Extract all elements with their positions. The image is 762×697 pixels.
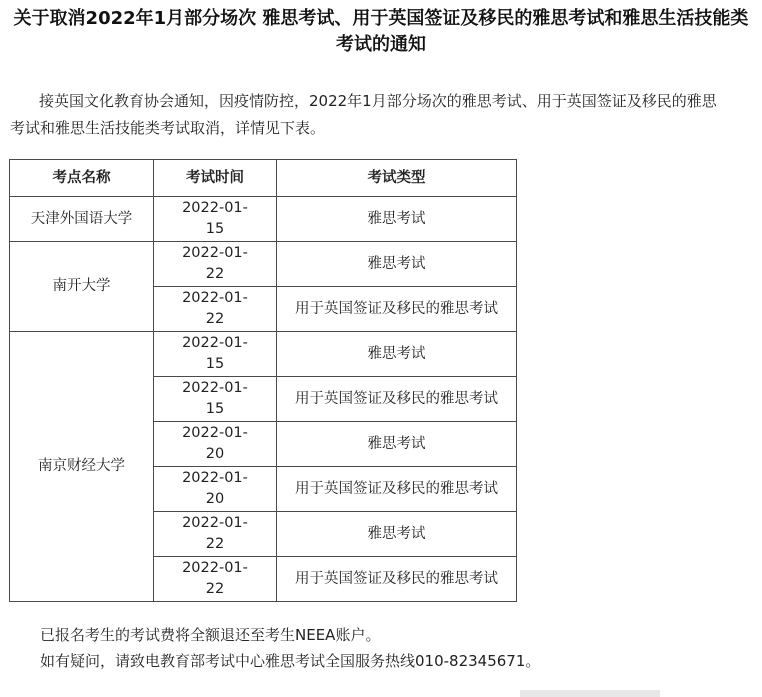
exam-type-cell: 雅思考试: [277, 422, 517, 467]
date-day: 20: [205, 491, 225, 507]
date-day: 15: [205, 221, 225, 237]
table-row: [10, 242, 517, 287]
notice-title: [0, 6, 762, 58]
date-part: 2022-01-: [182, 470, 248, 486]
date-cell: [154, 467, 277, 512]
date-part: 2022-01-: [182, 560, 248, 576]
date-cell: [154, 197, 277, 242]
hotline-note: 如有疑问，请致电教育部考试中心雅思考试全国服务热线010-82345671。: [40, 652, 541, 670]
date-part: 2022-01-: [182, 290, 248, 306]
date-day: 22: [205, 266, 225, 282]
exam-type-cell: 用于英国签证及移民的雅思考试: [277, 557, 517, 602]
date-cell: [154, 422, 277, 467]
venue-cell: 南开大学: [10, 242, 154, 332]
date-cell: [154, 332, 277, 377]
notice-title-line-2: 考试的通知: [336, 34, 426, 55]
bottom-edge-strip: [520, 690, 660, 697]
date-day: 15: [205, 401, 225, 417]
exam-type-cell: 雅思考试: [277, 242, 517, 287]
notes-section: [40, 622, 540, 674]
date-part: 2022-01-: [182, 245, 248, 261]
header-venue: 考点名称: [10, 160, 154, 197]
header-type: 考试类型: [277, 160, 517, 197]
exam-type-cell: 雅思考试: [277, 197, 517, 242]
date-cell: [154, 512, 277, 557]
date-day: 20: [205, 446, 225, 462]
date-day: 15: [205, 356, 225, 372]
notice-title-line-1: 关于取消2022年1月部分场次 雅思考试、用于英国签证及移民的雅思考试和雅思生活技能类: [13, 8, 749, 29]
table-row: [10, 197, 517, 242]
refund-note: 已报名考生的考试费将全额退还至考生NEEA账户。: [40, 626, 381, 644]
date-part: 2022-01-: [182, 380, 248, 396]
date-day: 22: [205, 536, 225, 552]
venue-cell: 天津外国语大学: [10, 197, 154, 242]
header-date: 考试时间: [154, 160, 277, 197]
exam-type-cell: 用于英国签证及移民的雅思考试: [277, 377, 517, 422]
date-cell: [154, 242, 277, 287]
date-day: 22: [205, 311, 225, 327]
date-part: 2022-01-: [182, 200, 248, 216]
intro-line-2: 考试和雅思生活技能类考试取消，详情见下表。: [10, 119, 326, 137]
cancellation-table: [9, 159, 517, 602]
table-header-row: [10, 160, 517, 197]
date-part: 2022-01-: [182, 425, 248, 441]
date-part: 2022-01-: [182, 515, 248, 531]
exam-type-cell: 用于英国签证及移民的雅思考试: [277, 287, 517, 332]
table-row: [10, 332, 517, 377]
venue-cell: 南京财经大学: [10, 332, 154, 602]
date-part: 2022-01-: [182, 335, 248, 351]
exam-type-cell: 用于英国签证及移民的雅思考试: [277, 467, 517, 512]
intro-line-1: 接英国文化教育协会通知，因疫情防控，2022年1月部分场次的雅思考试、用于英国签证及移民的雅思: [39, 92, 717, 110]
date-cell: [154, 377, 277, 422]
date-cell: [154, 557, 277, 602]
exam-type-cell: 雅思考试: [277, 332, 517, 377]
exam-type-cell: 雅思考试: [277, 512, 517, 557]
date-day: 22: [205, 581, 225, 597]
date-cell: [154, 287, 277, 332]
intro-paragraph: [10, 88, 760, 142]
